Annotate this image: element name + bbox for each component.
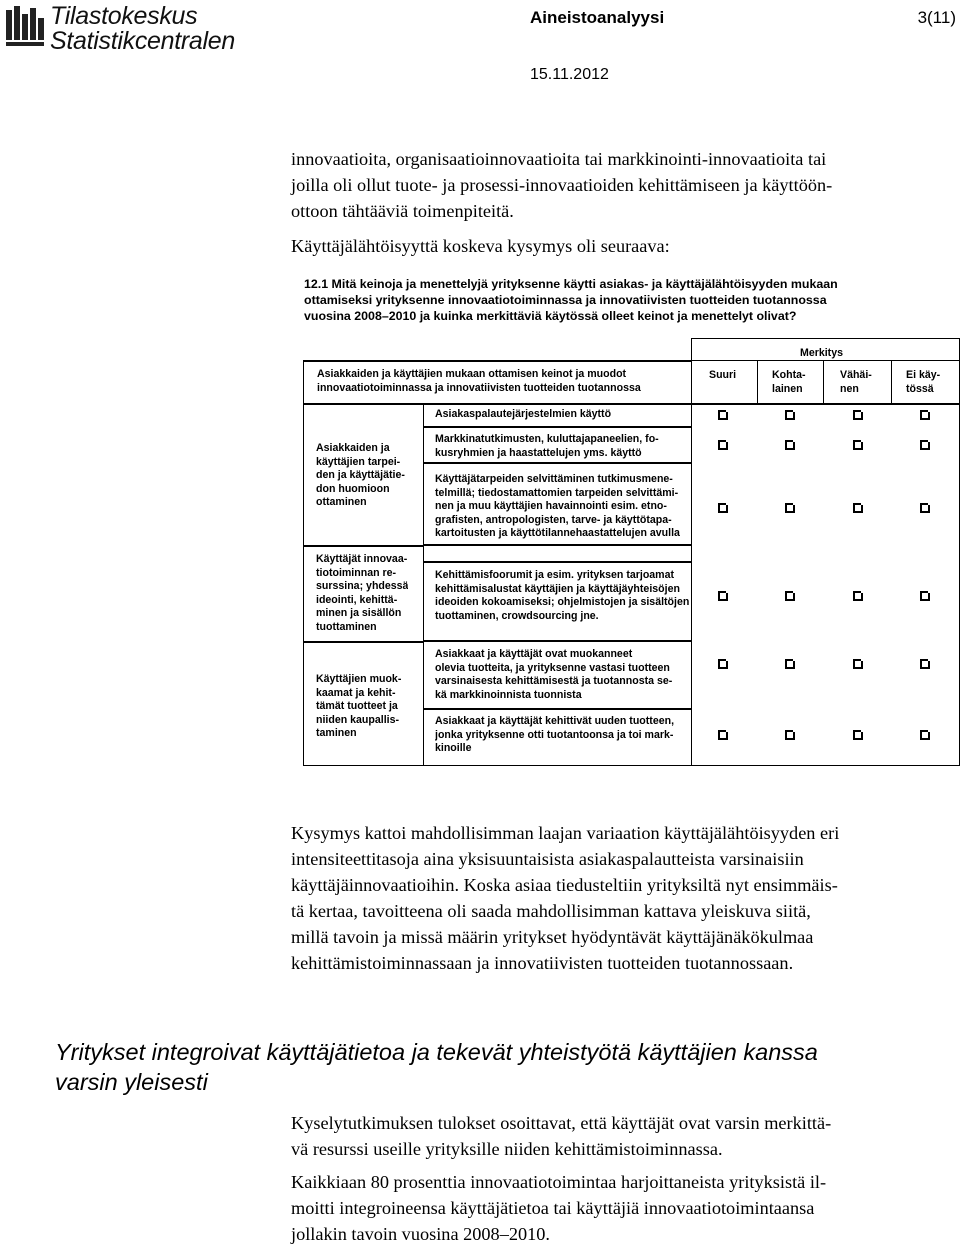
text-line: tiotoiminnan re-	[316, 566, 397, 579]
text-line: Kehittämisfoorumit ja esim. yrityksen tarjoamat	[435, 569, 675, 581]
section-heading	[55, 1037, 818, 1097]
group-label-users-as-resource	[316, 553, 408, 634]
checkbox-modified-kohtalainen[interactable]	[785, 659, 795, 669]
text-line: nen	[840, 382, 859, 395]
paragraph-intro	[291, 146, 931, 224]
merkitys-header: Merkitys	[800, 347, 843, 359]
text-line: surssina; yhdessä	[316, 580, 409, 592]
text-line: den ja käyttäjätie-	[316, 469, 405, 481]
survey-question-text	[304, 276, 838, 324]
checkbox-market-research-ei-kaytossa[interactable]	[920, 440, 930, 450]
text-line: ottoon tähtääviä toimenpiteitä.	[291, 201, 514, 221]
text-line: olevia tuotteita, ja yrityksenne vastasi tuotteen	[435, 661, 670, 674]
text-line: don huomioon	[316, 482, 390, 495]
text-line: Vähäi-	[840, 369, 872, 381]
checkbox-modified-suuri[interactable]	[718, 659, 728, 669]
text-line: millä tavoin ja missä määrin yritykset hyödyntävät käyttäjänäkökulmaa	[291, 927, 814, 947]
checkbox-needs-research-suuri[interactable]	[718, 503, 728, 513]
statistics-finland-logo	[4, 2, 254, 56]
text-line: vuosina 2008–2010 ja kuinka merkittäviä käytössä olleet keinot ja menettelyt olivat?	[304, 309, 797, 323]
checkbox-needs-research-kohtalainen[interactable]	[785, 503, 795, 513]
text-line: ideoiden kokoamiseksi; ohjelmistojen ja sisältöjen	[435, 596, 690, 608]
text-line: Kysymys kattoi mahdollisimman laajan variaation käyttäjälähtöisyyden eri	[291, 823, 840, 843]
text-line: vä resurssi useille yrityksille niiden kehittämistoiminnassa.	[291, 1139, 723, 1159]
text-line: Yritykset integroivat käyttäjätietoa ja tekevät yhteistyötä käyttäjien kanssa	[55, 1039, 818, 1065]
text-line: Käyttäjien muok-	[316, 673, 402, 685]
checkbox-forums-ei-kaytossa[interactable]	[920, 591, 930, 601]
text-line: Asiakkaiden ja käyttäjien mukaan ottamisen keinot ja muodot	[317, 368, 627, 380]
document-type: Aineistoanalyysi	[530, 8, 665, 27]
checkbox-market-research-suuri[interactable]	[718, 440, 728, 450]
text-line: 12.1 Mitä keinoja ja menettelyjä yrityksenne käytti asiakas- ja käyttäjälähtöisyyden mukaan	[304, 277, 838, 291]
text-line: joilla oli ollut tuote- ja prosessi-innovaatioiden kehittämiseen ja käyttöön-	[291, 175, 833, 195]
item-development-forums	[435, 569, 689, 623]
group-label-user-modified-products	[316, 673, 401, 741]
text-line: Asiakkaat ja käyttäjät kehittivät uuden tuotteen,	[435, 715, 675, 727]
text-line: telmillä; tiedostamattomien tarpeiden selvittämi-	[435, 486, 679, 499]
text-line: kehittämisalustat käyttäjien ja käyttäjäyhteisöjen	[435, 582, 680, 595]
text-line: Ei käy-	[906, 369, 941, 381]
item-users-developed-product	[435, 715, 674, 756]
column-header-kohtalainen	[772, 369, 806, 396]
checkbox-forums-suuri[interactable]	[718, 591, 728, 601]
item-users-modified-products	[435, 648, 672, 702]
text-line: ideointi, kehittä-	[316, 593, 398, 606]
text-line: varsin yleisesti	[55, 1069, 208, 1095]
text-line: Käyttäjät innovaa-	[316, 553, 408, 565]
text-line: tuottaminen, crowdsourcing jne.	[435, 609, 599, 622]
text-line: Asiakkaiden ja	[316, 442, 390, 454]
checkbox-modified-vahainen[interactable]	[853, 659, 863, 669]
checkbox-developed-ei-kaytossa[interactable]	[920, 730, 930, 740]
paragraph-results	[291, 1110, 931, 1162]
paragraph-question-scope	[291, 820, 931, 976]
text-line: tä kertaa, tavoitteena oli saada mahdollisimman kattava yleiskuva siitä,	[291, 901, 811, 921]
paragraph-80-percent	[291, 1169, 931, 1247]
text-line: innovaatioita, organisaatioinnovaatioita tai markkinointi-innovaatioita tai	[291, 149, 827, 169]
text-line: Kaikkiaan 80 prosenttia innovaatiotoimintaa harjoittaneista yrityksistä il-	[291, 1172, 827, 1192]
checkbox-modified-ei-kaytossa[interactable]	[920, 659, 930, 669]
checkbox-developed-suuri[interactable]	[718, 730, 728, 740]
text-line: intensiteettitasoja aina yksisuuntaisista asiakaspalautteista varsinaisiin	[291, 849, 804, 869]
text-line: innovaatiotoiminnassa ja innovatiivisten tuotteiden tuotannossa	[317, 381, 641, 394]
text-line: tössä	[906, 382, 934, 395]
paragraph-question-lead: Käyttäjälähtöisyyttä koskeva kysymys oli seuraava:	[291, 236, 670, 256]
text-line: tuottaminen	[316, 620, 377, 633]
item-market-research	[435, 433, 659, 460]
text-line: Markkinatutkimusten, kuluttajapaneelien, fo-	[435, 433, 659, 445]
text-line: Asiakaspalautejärjestelmien käyttö	[435, 408, 612, 420]
text-line: minen ja sisällön	[316, 607, 402, 619]
column-header-vahainen	[840, 369, 872, 396]
text-line: kehittämistoiminnassaan ja innovatiivisten tuotteiden tuotannossaan.	[291, 953, 794, 973]
item-customer-feedback	[435, 408, 611, 422]
text-line: Kohta-	[772, 369, 806, 381]
text-line: Asiakkaat ja käyttäjät ovat muokanneet	[435, 648, 633, 660]
text-line: varsinaisesta kehittämisestä ja tuotannosta se-	[435, 675, 673, 687]
text-line: kinoille	[435, 742, 472, 754]
text-line: kartoitusten ja käyttötilannehaastattelujen avulla	[435, 527, 680, 539]
text-line: Suuri	[709, 369, 737, 381]
text-line: Käyttäjätarpeiden selvittäminen tutkimusmene-	[435, 473, 673, 485]
text-line: käyttäjien tarpei-	[316, 455, 401, 468]
checkbox-feedback-kohtalainen[interactable]	[785, 410, 795, 420]
text-line: tämät tuotteet ja	[316, 700, 398, 712]
text-line: kä markkinoinnista tuonnista	[435, 688, 582, 701]
checkbox-needs-research-vahainen[interactable]	[853, 503, 863, 513]
text-line: jollakin tavoin vuosina 2008–2010.	[291, 1224, 550, 1244]
text-line: lainen	[772, 382, 803, 395]
text-line: grafisten, antropologisten, tarve- ja käyttötapa-	[435, 513, 672, 526]
page-number: 3(11)	[917, 8, 956, 27]
checkbox-forums-kohtalainen[interactable]	[785, 591, 795, 601]
text-line: käyttäjäinnovaatioihin. Koska asiaa tiedusteltiin yrityksiltä nyt ensimmäis-	[291, 875, 838, 895]
document-date: 15.11.2012	[530, 66, 609, 83]
checkbox-feedback-ei-kaytossa[interactable]	[920, 410, 930, 420]
column-header-ei-kaytossa	[906, 369, 940, 396]
checkbox-needs-research-ei-kaytossa[interactable]	[920, 503, 930, 513]
group-label-user-needs	[316, 442, 405, 510]
text-line: taminen	[316, 727, 357, 739]
table-title	[317, 368, 641, 395]
questionnaire-table	[303, 338, 960, 766]
checkbox-feedback-vahainen[interactable]	[853, 410, 863, 420]
text-line: niiden kaupallis-	[316, 713, 400, 726]
logo-text-finnish: Tilastokeskus	[50, 2, 198, 30]
logo-text-swedish: Statistikcentralen	[50, 27, 235, 55]
text-line: Kyselytutkimuksen tulokset osoittavat, että käyttäjät ovat varsin merkittä-	[291, 1113, 832, 1133]
checkbox-forums-vahainen[interactable]	[853, 591, 863, 601]
text-line: ottaminen	[316, 496, 367, 508]
checkbox-developed-kohtalainen[interactable]	[785, 730, 795, 740]
text-line: moitti integroineensa käyttäjätietoa tai käyttäjiä innovaatiotoimintaansa	[291, 1198, 815, 1218]
column-header-suuri	[709, 369, 736, 383]
item-user-needs-research	[435, 473, 680, 541]
checkbox-developed-vahainen[interactable]	[853, 730, 863, 740]
checkbox-market-research-vahainen[interactable]	[853, 440, 863, 450]
text-line: kaamat ja kehit-	[316, 686, 396, 699]
text-line: kusryhmien ja haastattelujen yms. käyttö	[435, 446, 642, 459]
text-line: nen ja muu käyttäjien havainnointi esim. etno-	[435, 500, 667, 512]
text-line: ottamiseksi yrityksenne innovaatiotoiminnassa ja innovatiivisten tuotteiden tuotannossa	[304, 293, 827, 307]
checkbox-market-research-kohtalainen[interactable]	[785, 440, 795, 450]
text-line: jonka yrityksenne otti tuotantoonsa ja toi mark-	[435, 728, 674, 741]
checkbox-feedback-suuri[interactable]	[718, 410, 728, 420]
logo-mark-icon	[4, 4, 46, 54]
